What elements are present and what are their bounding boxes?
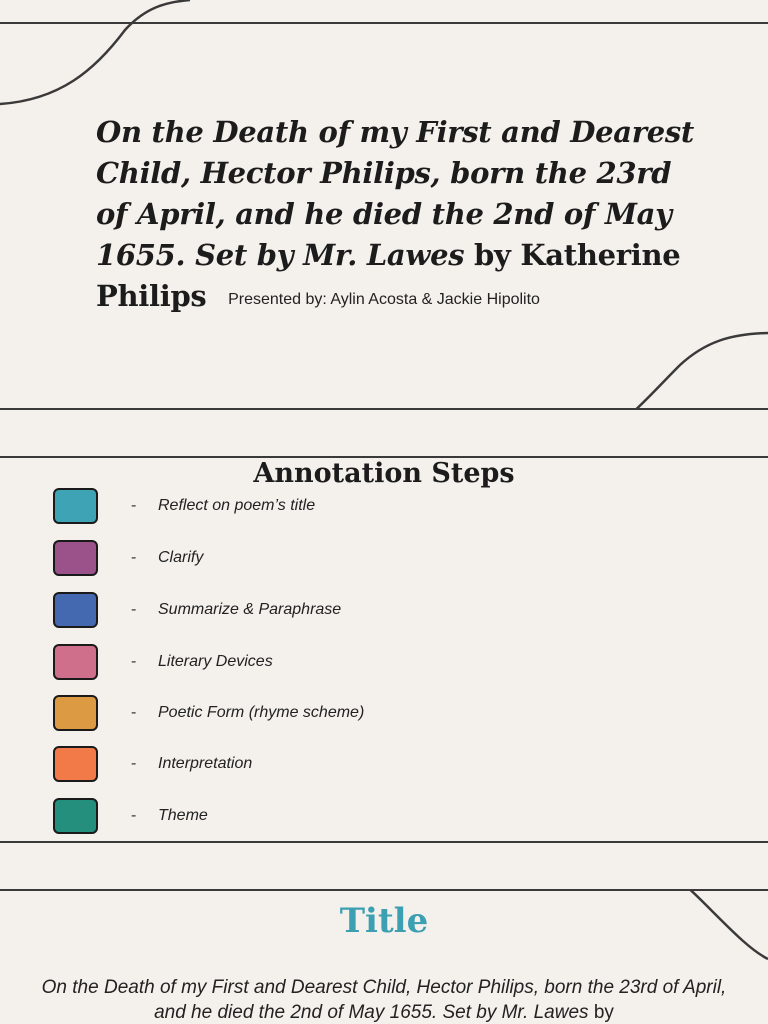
step-item (0, 540, 768, 580)
bottom-rule (0, 408, 768, 410)
step-item (0, 488, 768, 528)
step-item (0, 746, 768, 786)
list-dash: - (131, 755, 137, 772)
list-dash: - (131, 497, 137, 514)
list-dash: - (131, 601, 137, 618)
step-label: Theme (158, 807, 208, 824)
title-analysis-slide (0, 889, 768, 1024)
step-item (0, 644, 768, 684)
step-label: Reflect on poem’s title (158, 497, 316, 514)
poem-title (96, 112, 696, 317)
step-item (0, 798, 768, 838)
list-dash: - (131, 653, 137, 670)
list-dash: - (131, 704, 137, 721)
top-rule (0, 22, 768, 24)
color-swatch (53, 540, 98, 576)
step-label: Poetic Form (rhyme scheme) (158, 704, 365, 721)
poem-title-italic: On the Death of my First and Dearest Child, Hector Philips, born the 23rd of April, and he died the 2nd of May 1655. Set by Mr. Lawes (96, 115, 694, 272)
step-label: Literary Devices (158, 653, 273, 670)
presenters-line: Presented by: Aylin Acosta & Jackie Hipolito (228, 291, 540, 308)
step-label: Clarify (158, 549, 204, 566)
step-label: Summarize & Paraphrase (158, 601, 342, 618)
color-swatch (53, 746, 98, 782)
step-item (0, 592, 768, 632)
bottom-rule (0, 841, 768, 843)
steps-heading: Annotation Steps (253, 458, 515, 489)
color-swatch (53, 695, 98, 731)
section-body-plain: by (588, 1002, 614, 1023)
color-swatch (53, 488, 98, 524)
section-body (40, 975, 728, 1024)
list-dash: - (131, 807, 137, 824)
color-swatch (53, 592, 98, 628)
list-dash: - (131, 549, 137, 566)
top-rule (0, 889, 768, 891)
annotation-steps-slide (0, 456, 768, 843)
title-slide (0, 0, 768, 410)
step-label: Interpretation (158, 755, 253, 772)
color-swatch (53, 644, 98, 680)
poem-author: by Katherine Philips (96, 238, 681, 313)
section-title: Title (339, 901, 429, 941)
section-body-italic: On the Death of my First and Dearest Child, Hector Philips, born the 23rd of April, and he died the 2nd of May 1655. Set by Mr. Lawes (41, 977, 727, 1023)
color-swatch (53, 798, 98, 834)
step-item (0, 695, 768, 735)
